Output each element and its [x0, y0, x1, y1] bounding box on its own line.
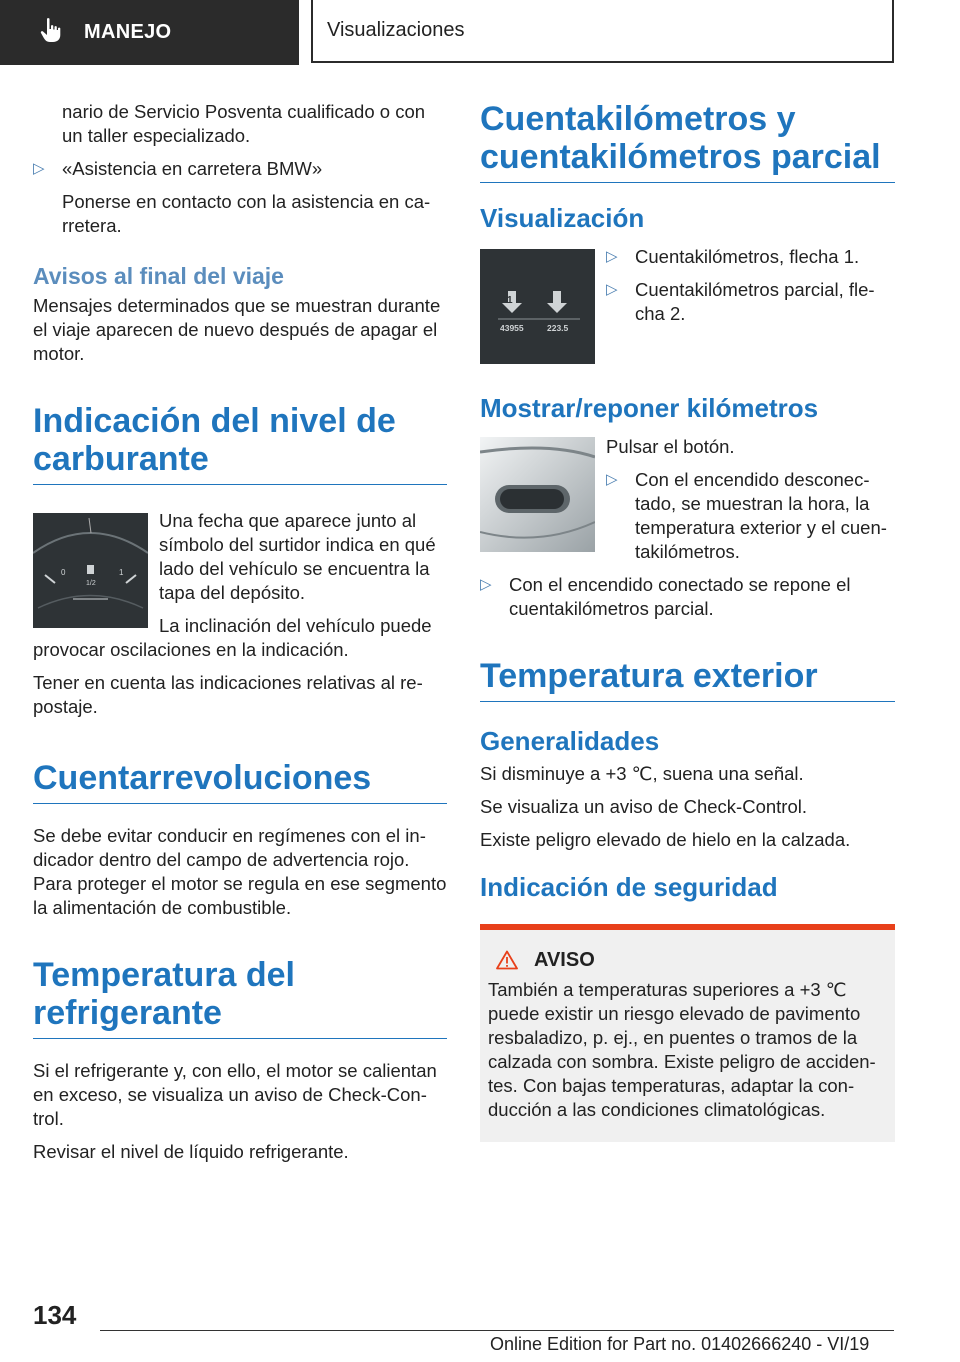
paragraph: Pulsar el botón. — [606, 436, 735, 457]
heading-rev: Cuentarrevoluciones — [33, 759, 447, 804]
warning-header — [488, 948, 887, 972]
bullet-arrow-icon: ▷ — [606, 281, 618, 298]
heading-temp: Temperatura exterior — [480, 657, 895, 702]
fuel-gauge-image — [33, 513, 148, 628]
footer-divider — [100, 1330, 894, 1331]
paragraph: provocar oscilaciones en la indicación. — [33, 639, 349, 660]
paragraph: Se visualiza un aviso de Check-Control. — [480, 796, 807, 817]
left-column — [33, 100, 447, 1173]
heading-safety: Indicación de seguridad — [480, 872, 778, 902]
heading-odometer: Cuentakilómetros y cuentakilómetros parcial — [480, 100, 895, 183]
footer-edition: Online Edition for Part no. 01402666240 - VI/19 — [490, 1334, 870, 1354]
paragraph: Ponerse en contacto con la asistencia en carretera. — [62, 191, 431, 236]
heading-fuel: Indicación del nivel de carburante — [33, 402, 447, 485]
odometer-arrow-2: 2 — [563, 295, 569, 306]
list-item — [606, 245, 895, 269]
bullet-arrow-icon: ▷ — [606, 248, 618, 265]
page-number: 134 — [33, 1300, 77, 1330]
warning-triangle-icon — [496, 950, 518, 970]
paragraph: Mensajes determinados que se muestran durante el viaje aparecen de nuevo después de apagar el motor. — [33, 295, 441, 364]
paragraph: La inclinación del vehículo puede — [159, 615, 432, 636]
paragraph: Existe peligro elevado de hielo en la calzada. — [480, 829, 851, 850]
paragraph: Tener en cuenta las indicaciones relativas al repostaje. — [33, 672, 423, 717]
paragraph: Si disminuye a +3 ℃, suena una señal. — [480, 763, 804, 784]
section-title: Visualizaciones — [327, 19, 465, 41]
odometer-trip-label: 223.5 — [547, 323, 569, 333]
chapter-title: MANEJO — [84, 21, 172, 43]
section-tab — [311, 0, 894, 63]
heading-visualizacion: Visualización — [480, 203, 645, 233]
heading-coolant: Temperatura del refrigerante — [33, 956, 447, 1039]
chapter-tab — [0, 0, 299, 65]
paragraph: Si el refrigerante y, con ello, el motor se calientan en exceso, se visualiza un aviso de Check-Control. — [33, 1060, 437, 1129]
odometer-image — [480, 249, 595, 364]
heading-generalidades: Generalidades — [480, 726, 660, 756]
heading-reset: Mostrar/reponer kilómetros — [480, 393, 819, 423]
warning-box — [480, 924, 895, 1142]
bullet-arrow-icon: ▷ — [606, 471, 618, 488]
right-column — [480, 100, 895, 1142]
list-item — [480, 573, 895, 621]
hand-icon — [40, 17, 64, 48]
paragraph: nario de Servicio Posventa cualificado o con un taller especializado. — [62, 101, 426, 146]
list-item-text: Cuentakilómetros parcial, flecha 2. — [635, 279, 875, 324]
bullet-arrow-icon: ▷ — [480, 576, 492, 593]
list-item-text: «Asistencia en carretera BMW» — [62, 158, 323, 179]
button-image — [480, 437, 595, 552]
list-item-text: Con el encendido desconectado, se muestran la hora, la temperatura exterior y el cuentakilómetros. — [635, 469, 887, 562]
bullet-arrow-icon: ▷ — [33, 160, 45, 177]
list-item — [606, 278, 895, 326]
paragraph: Revisar el nivel de líquido refrigerante. — [33, 1141, 349, 1162]
paragraph: Se debe evitar conducir en regímenes con el indicador dentro del campo de advertencia rojo. Para proteger el motor se regula en ese segmento la alimentación de combustible. — [33, 825, 447, 918]
odometer-total-label: 43955 — [500, 323, 524, 333]
warning-text: También a temperaturas superiores a +3 ℃ puede existir un riesgo elevado de pavimento resbaladizo, p. ej., en puentes o tramos de la calzada con sombra. Existe peligro de accidentes. Con bajas temperaturas, adaptar la conducción a las condiciones climatológicas. — [488, 979, 876, 1120]
warning-title: AVISO — [534, 949, 595, 971]
gauge-tick-1: 1 — [119, 568, 124, 577]
list-item — [606, 468, 895, 564]
list-item — [33, 157, 447, 181]
odometer-arrow-1: 1 — [507, 295, 513, 306]
heading-avisos: Avisos al final del viaje — [33, 263, 284, 289]
list-item-text: Cuentakilómetros, flecha 1. — [635, 246, 860, 267]
gauge-tick-half: 1/2 — [86, 580, 96, 587]
list-item-text: Con el encendido conectado se repone el cuentakilómetros parcial. — [509, 574, 851, 619]
paragraph: Una fecha que aparece junto al símbolo del surtidor indica en qué lado del vehículo se encuentra la tapa del depósito. — [159, 510, 436, 603]
gauge-tick-0: 0 — [61, 568, 66, 577]
